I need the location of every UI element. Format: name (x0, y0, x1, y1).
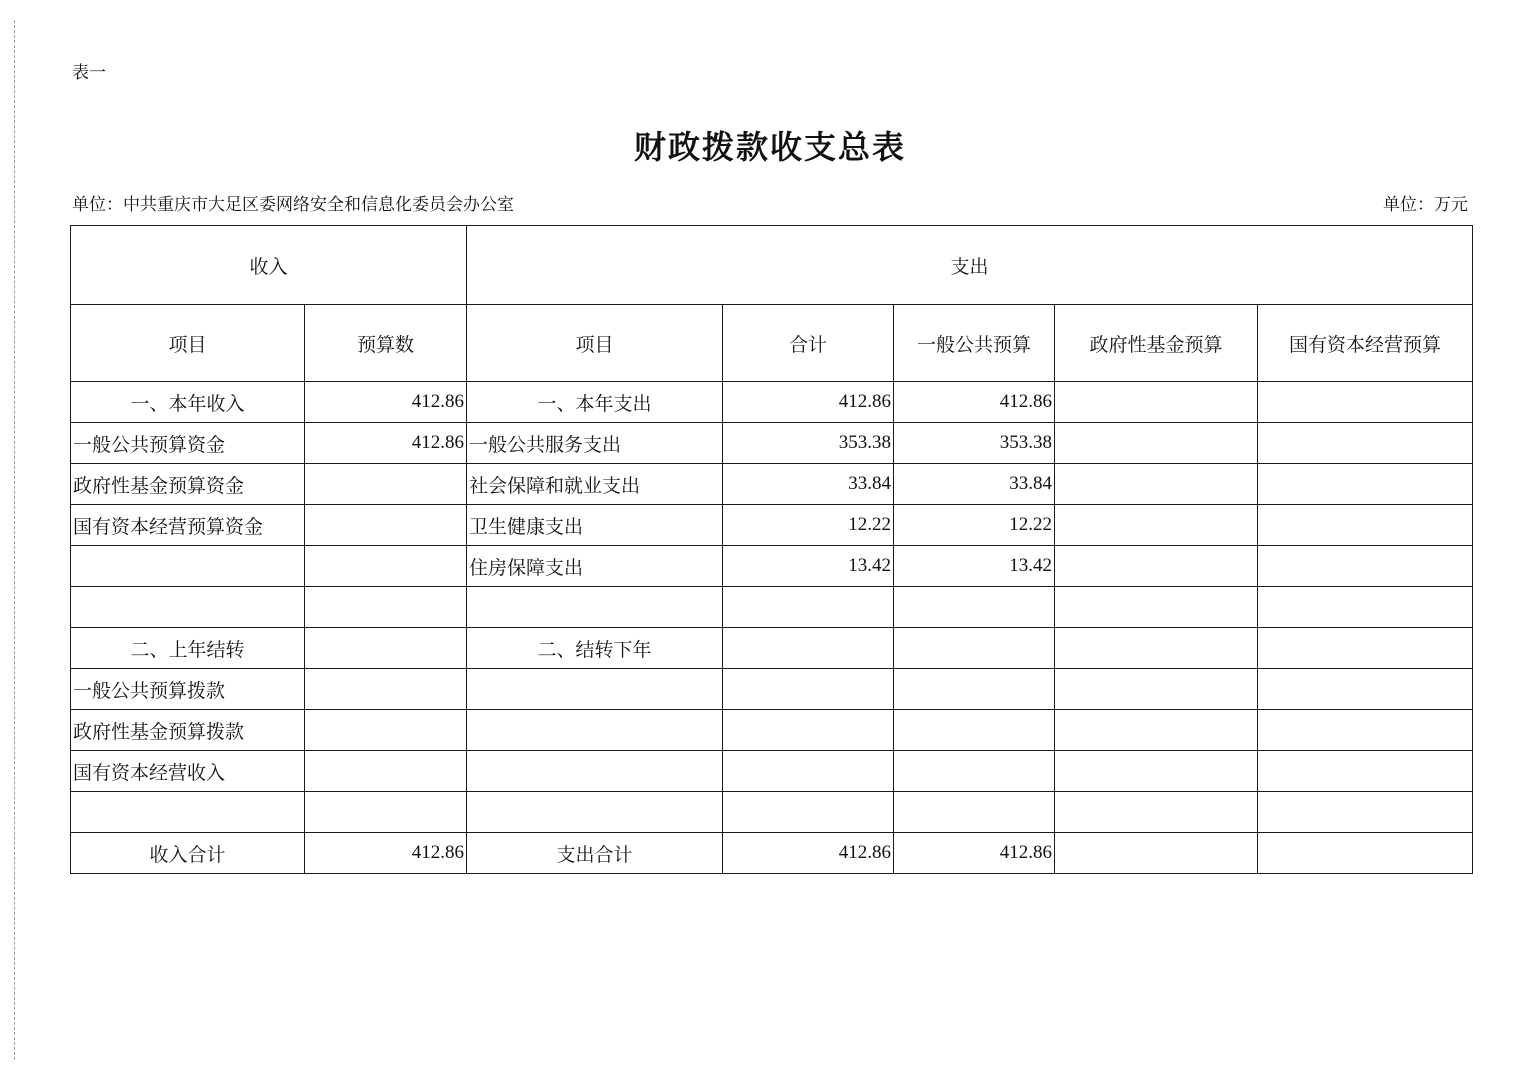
expense-total (723, 628, 894, 669)
income-amount (305, 669, 467, 710)
gov-fund-amount (1055, 546, 1258, 587)
expense-item: 二、结转下年 (467, 628, 723, 669)
gov-fund-amount (1055, 628, 1258, 669)
col-header-general-budget: 一般公共预算 (894, 305, 1055, 382)
state-capital-amount (1258, 587, 1473, 628)
page-title: 财政拨款收支总表 (633, 128, 906, 166)
state-capital-amount (1258, 505, 1473, 546)
table-row (71, 382, 1473, 423)
general-budget-amount (894, 710, 1055, 751)
expense-total: 12.22 (723, 505, 894, 546)
expense-total: 33.84 (723, 464, 894, 505)
income-item: 国有资本经营收入 (71, 751, 305, 792)
gov-fund-amount (1055, 710, 1258, 751)
income-item (71, 587, 305, 628)
expense-item (467, 792, 723, 833)
expense-item: 社会保障和就业支出 (467, 464, 723, 505)
table-row (71, 587, 1473, 628)
col-header-gov-fund-budget: 政府性基金预算 (1055, 305, 1258, 382)
income-total-label: 收入合计 (71, 833, 305, 874)
expense-item: 一、本年支出 (467, 382, 723, 423)
column-header-row (71, 305, 1473, 382)
state-capital-amount (1258, 546, 1473, 587)
income-item (71, 546, 305, 587)
expense-total (723, 751, 894, 792)
income-item (71, 792, 305, 833)
income-item: 政府性基金预算拨款 (71, 710, 305, 751)
expense-item (467, 751, 723, 792)
expense-total (723, 792, 894, 833)
income-amount (305, 505, 467, 546)
unit-organization: 单位：中共重庆市大足区委网络安全和信息化委员会办公室 (72, 195, 514, 215)
expense-total (723, 669, 894, 710)
general-budget-amount: 33.84 (894, 464, 1055, 505)
total-row (71, 833, 1473, 874)
expense-total: 13.42 (723, 546, 894, 587)
table-row (71, 628, 1473, 669)
table-row (71, 505, 1473, 546)
col-header-income-item: 项目 (71, 305, 305, 382)
income-amount: 412.86 (305, 382, 467, 423)
general-budget-amount (894, 669, 1055, 710)
unit-currency: 单位：万元 (1383, 195, 1468, 215)
income-item: 二、上年结转 (71, 628, 305, 669)
col-header-budget-amount: 预算数 (305, 305, 467, 382)
general-budget-amount: 412.86 (894, 382, 1055, 423)
income-total-amount: 412.86 (305, 833, 467, 874)
gov-fund-total (1055, 833, 1258, 874)
expense-total-label: 支出合计 (467, 833, 723, 874)
gov-fund-amount (1055, 423, 1258, 464)
gov-fund-amount (1055, 669, 1258, 710)
state-capital-amount (1258, 628, 1473, 669)
budget-table (70, 225, 1473, 874)
income-amount (305, 751, 467, 792)
state-capital-amount (1258, 751, 1473, 792)
income-amount (305, 710, 467, 751)
general-budget-amount (894, 587, 1055, 628)
expense-item: 卫生健康支出 (467, 505, 723, 546)
table-row (71, 792, 1473, 833)
state-capital-total (1258, 833, 1473, 874)
gov-fund-amount (1055, 464, 1258, 505)
table-row (71, 751, 1473, 792)
general-budget-amount (894, 792, 1055, 833)
general-budget-amount: 353.38 (894, 423, 1055, 464)
col-header-expense-item: 项目 (467, 305, 723, 382)
table-row (71, 546, 1473, 587)
general-budget-amount (894, 751, 1055, 792)
general-budget-amount: 12.22 (894, 505, 1055, 546)
expense-item: 一般公共服务支出 (467, 423, 723, 464)
expense-total: 353.38 (723, 423, 894, 464)
table-row (71, 423, 1473, 464)
income-amount (305, 792, 467, 833)
expense-total: 412.86 (723, 382, 894, 423)
state-capital-amount (1258, 792, 1473, 833)
state-capital-amount (1258, 382, 1473, 423)
income-amount (305, 628, 467, 669)
col-header-state-capital-budget: 国有资本经营预算 (1258, 305, 1473, 382)
gov-fund-amount (1055, 505, 1258, 546)
gov-fund-amount (1055, 587, 1258, 628)
sheet-label: 表一 (72, 63, 106, 83)
unit-line (72, 190, 1468, 215)
binding-margin-rule (14, 20, 15, 1060)
gov-fund-amount (1055, 382, 1258, 423)
expense-item (467, 669, 723, 710)
income-amount: 412.86 (305, 423, 467, 464)
expense-group-header: 支出 (467, 226, 1473, 305)
state-capital-amount (1258, 710, 1473, 751)
expense-item (467, 710, 723, 751)
expense-item (467, 587, 723, 628)
gov-fund-amount (1055, 792, 1258, 833)
table-row (71, 669, 1473, 710)
table-row (71, 710, 1473, 751)
income-item: 一般公共预算拨款 (71, 669, 305, 710)
expense-total (723, 710, 894, 751)
state-capital-amount (1258, 464, 1473, 505)
table-row (71, 464, 1473, 505)
general-budget-amount (894, 628, 1055, 669)
general-budget-total: 412.86 (894, 833, 1055, 874)
state-capital-amount (1258, 669, 1473, 710)
expense-grand-total: 412.86 (723, 833, 894, 874)
general-budget-amount: 13.42 (894, 546, 1055, 587)
income-item: 政府性基金预算资金 (71, 464, 305, 505)
income-amount (305, 546, 467, 587)
expense-total (723, 587, 894, 628)
income-item: 一、本年收入 (71, 382, 305, 423)
col-header-total: 合计 (723, 305, 894, 382)
state-capital-amount (1258, 423, 1473, 464)
income-amount (305, 464, 467, 505)
expense-item: 住房保障支出 (467, 546, 723, 587)
income-group-header: 收入 (71, 226, 467, 305)
income-amount (305, 587, 467, 628)
gov-fund-amount (1055, 751, 1258, 792)
income-item: 国有资本经营预算资金 (71, 505, 305, 546)
income-item: 一般公共预算资金 (71, 423, 305, 464)
